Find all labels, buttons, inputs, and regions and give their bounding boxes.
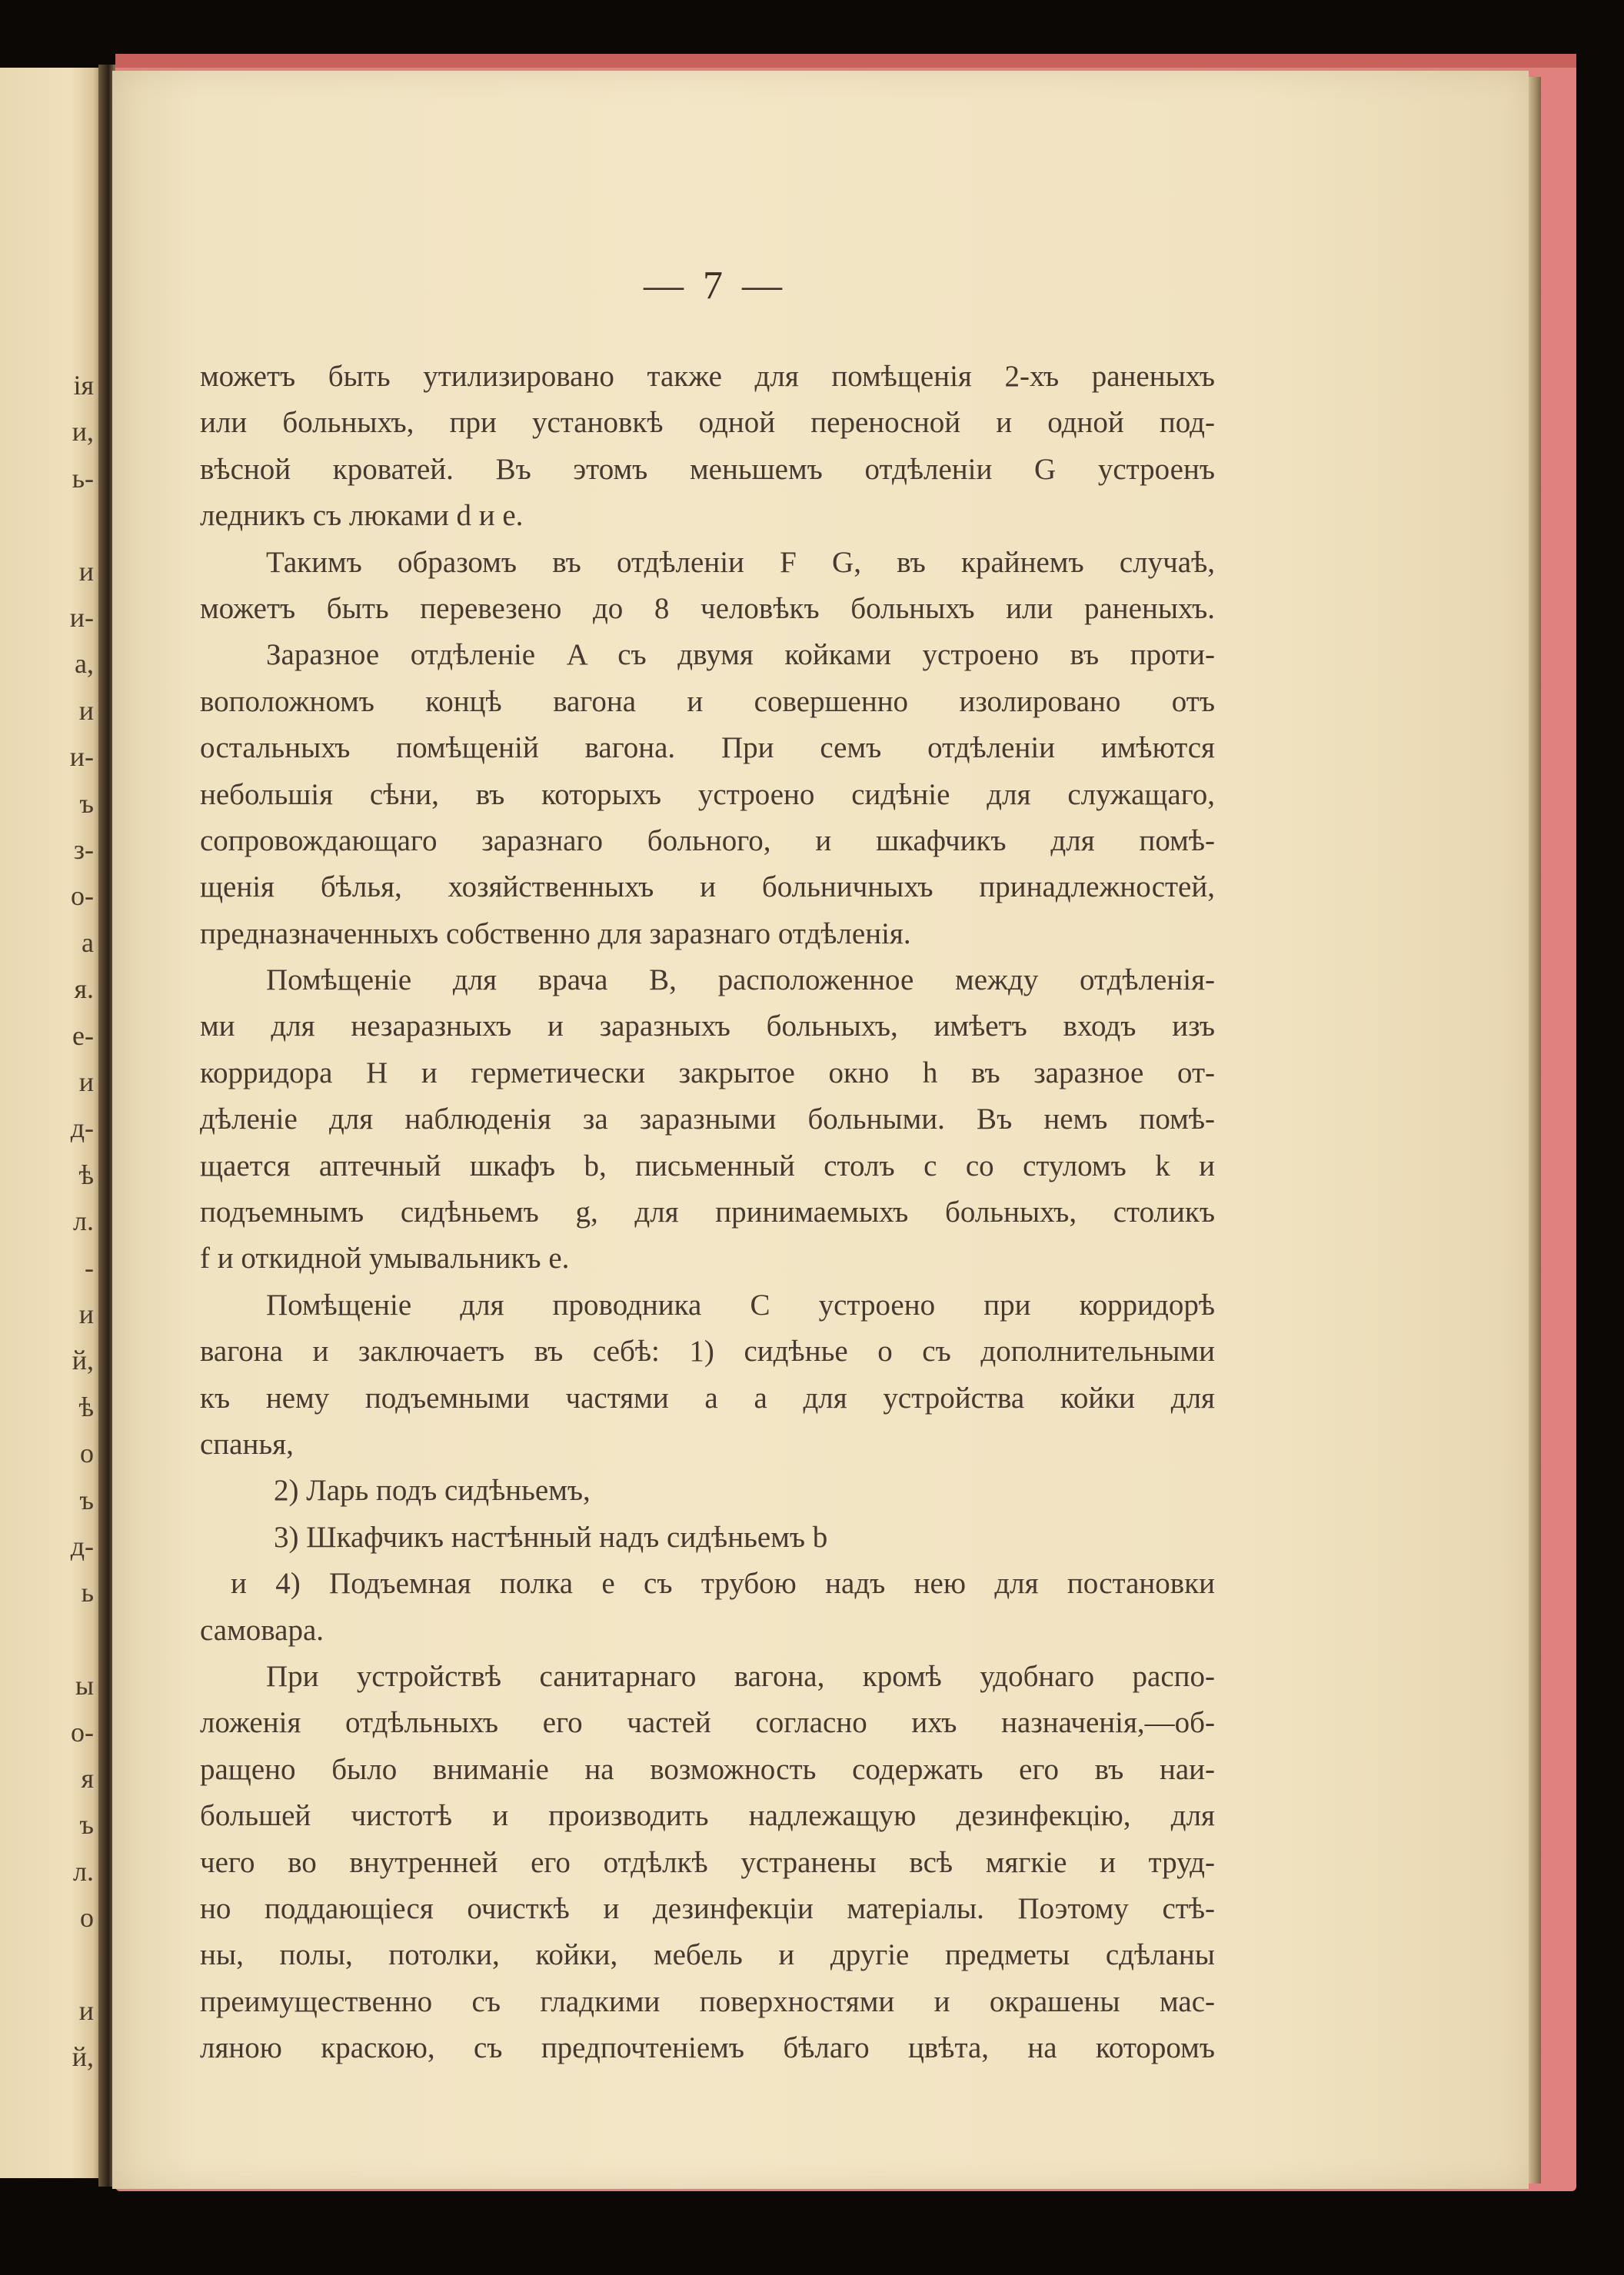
left-page-fragment: о (80, 1902, 94, 1934)
left-page-fragment: й, (72, 1345, 94, 1376)
text-line: предназначенныхъ собственно для заразнаго отдѣленія. (200, 916, 911, 950)
body-text (200, 354, 1215, 2071)
left-page-fragment: и- (69, 602, 94, 633)
left-page-fragment: а, (75, 648, 94, 680)
left-page-fragment: ь (81, 1577, 94, 1608)
text-line: Помѣщеніе для проводника C устроено при корридорѣ (266, 1288, 1215, 1322)
left-page-fragment: и (78, 555, 94, 587)
left-page-fragment: е- (72, 1019, 94, 1051)
left-page-fragment: л. (73, 1206, 94, 1237)
left-page-fragment: я (81, 1763, 94, 1794)
text-line: вѣсной кроватей. Въ этомъ меньшемъ отдѣленіи G устроенъ (200, 452, 1215, 486)
text-line: щается аптечный шкафъ b, письменный столъ c со стуломъ k и (200, 1149, 1215, 1182)
left-page-fragment: а (82, 926, 94, 958)
text-line: f и откидной умывальникъ e. (200, 1242, 570, 1276)
left-page-fragment: ъ (79, 1484, 94, 1515)
text-line: можетъ быть перевезено до 8 человѣкъ больныхъ или раненыхъ. (200, 591, 1215, 625)
left-page-fragment: ія (73, 370, 94, 401)
left-page-fragment: - (85, 1252, 94, 1283)
left-page-fragment: л. (73, 1855, 94, 1887)
text-line: небольшія сѣни, въ которыхъ устроено сидѣніе для служащаго, (200, 777, 1215, 811)
left-facing-page (0, 68, 102, 2178)
text-line: но поддающіеся очисткѣ и дезинфекціи матеріалы. Поэтому стѣ- (200, 1891, 1215, 1925)
text-line: вагона и заключаетъ въ себѣ: 1) сидѣнье o съ дополнительными (200, 1335, 1215, 1369)
text-line: ращено было вниманіе на возможность содержать его въ наи- (200, 1752, 1215, 1786)
text-line: или больныхъ, при установкѣ одной переносной и одной под- (200, 406, 1215, 440)
text-line: подъемнымъ сидѣньемъ g, для принимаемыхъ больныхъ, столикъ (200, 1196, 1215, 1229)
cover-edge (115, 54, 1576, 68)
left-page-fragment: о- (71, 1716, 94, 1748)
left-page-fragment: ы (75, 1670, 94, 1701)
left-page-fragment: ъ (79, 1809, 94, 1841)
left-page-fragment: д- (70, 1113, 94, 1144)
text-line: преимущественно съ гладкими поверхностями и окрашены мас- (200, 1984, 1215, 2018)
text-line: спанья, (200, 1427, 294, 1461)
left-page-fragment: ъ (79, 787, 94, 819)
text-line: щенія бѣлья, хозяйственныхъ и больничныхъ принадлежностей, (200, 870, 1215, 904)
left-page-fragment: ь- (72, 462, 94, 494)
left-page-fragment: з- (73, 834, 94, 865)
left-page-fragment: и (78, 1299, 94, 1329)
text-line: ми для незаразныхъ и заразныхъ больныхъ, имѣетъ входъ изъ (200, 1009, 1215, 1043)
text-line: можетъ быть утилизировано также для помѣщенія 2-хъ раненыхъ (200, 360, 1215, 393)
left-page-fragment: и (78, 1066, 94, 1097)
left-page-fragment: д- (70, 1531, 94, 1562)
text-line: Помѣщеніе для врача B, расположенное между отдѣленія- (266, 963, 1215, 997)
text-line: При устройствѣ санитарнаго вагона, кромѣ удобнаго распо- (266, 1659, 1215, 1693)
text-line: сопровождающаго заразнаго больного, и шкафчикъ для помѣ- (200, 823, 1215, 857)
text-line: корридора H и герметически закрытое окно h въ заразное от- (200, 1056, 1215, 1089)
left-page-text-fragments (0, 68, 100, 2178)
text-line: дѣленіе для наблюденія за заразными больными. Въ немъ помѣ- (200, 1103, 1215, 1136)
text-line: 2) Ларь подъ сидѣньемъ, (274, 1474, 591, 1508)
text-line: 3) Шкафчикъ настѣнный надъ сидѣньемъ b (274, 1520, 828, 1554)
text-line: ляною краскою, съ предпочтеніемъ бѣлаго цвѣта, на которомъ (200, 2031, 1215, 2065)
left-page-fragment: ѣ (78, 1391, 94, 1422)
text-line: большей чистотѣ и производить надлежащую дезинфекцію, для (200, 1799, 1215, 1833)
left-page-fragment: о- (71, 880, 94, 912)
text-line: Такимъ образомъ въ отдѣленіи F G, въ крайнемъ случаѣ, (266, 545, 1215, 579)
text-line: и 4) Подъемная полка e съ трубою надъ нею для постановки (231, 1567, 1215, 1601)
text-line: ледникъ съ люками d и e. (200, 499, 524, 533)
page-number: — 7 — (644, 264, 787, 308)
text-line: воположномъ концѣ вагона и совершенно изолировано отъ (200, 684, 1215, 718)
text-line: остальныхъ помѣщеній вагона. При семъ отдѣленіи имѣются (200, 731, 1215, 765)
left-page-fragment: ѣ (78, 1159, 94, 1190)
left-page-fragment: й, (72, 2041, 94, 2073)
text-line: самовара. (200, 1613, 324, 1647)
left-page-fragment: о (80, 1438, 94, 1469)
text-line: ны, полы, потолки, койки, мебель и другіе предметы сдѣланы (200, 1938, 1215, 1972)
text-line: ложенія отдѣльныхъ его частей согласно ихъ назначенія,—об- (200, 1706, 1215, 1740)
left-page-fragment: и, (72, 416, 94, 447)
left-page-fragment: и- (69, 741, 94, 773)
left-page-fragment: и (78, 1995, 94, 2026)
text-line: чего во внутренней его отдѣлкѣ устранены всѣ мягкіе и труд- (200, 1845, 1215, 1879)
page-edge (1529, 77, 1541, 2184)
text-line: Заразное отдѣленіе A съ двумя койками устроено въ проти- (266, 638, 1215, 672)
left-page-fragment: я. (74, 973, 94, 1005)
text-line: къ нему подъемными частями a a для устройства койки для (200, 1381, 1215, 1415)
left-page-fragment: и (78, 694, 94, 726)
